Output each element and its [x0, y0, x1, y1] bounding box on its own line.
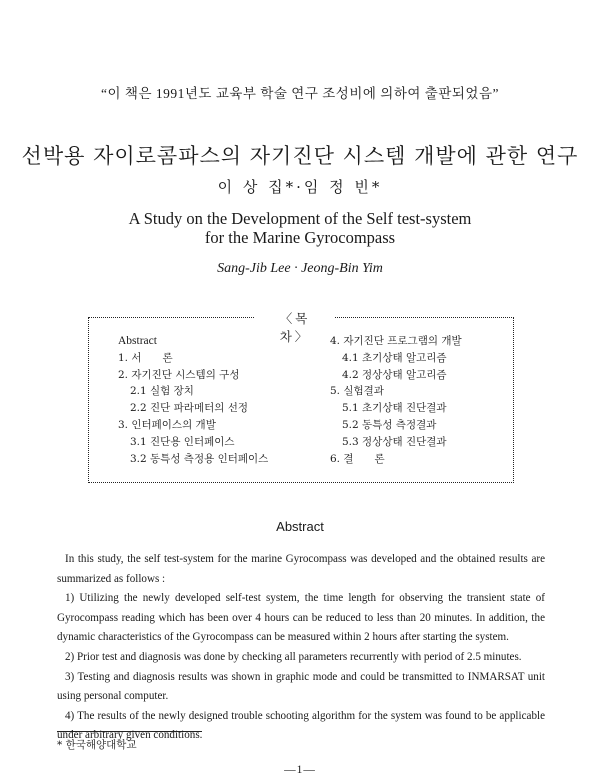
abstract-paragraph: In this study, the self test-system for the marine Gyrocompass was developed and the obtained results are summarized as follows :: [57, 553, 545, 585]
page-number: —1—: [284, 764, 316, 776]
toc-item: Abstract: [118, 335, 157, 347]
abstract-paragraph: 2) Prior test and diagnosis was done by checking all parameters recurrently with period of 2.5 minutes.: [65, 650, 522, 663]
toc-item: 5.2 동특성 측정결과: [342, 418, 437, 431]
english-title-line-2: for the Marine Gyrocompass: [204, 228, 396, 247]
english-title: [0, 209, 600, 247]
abstract-heading: Abstract: [276, 519, 324, 534]
toc-item: 3.1 진단용 인터페이스: [130, 435, 235, 448]
toc-item: 4.2 정상상태 알고리즘: [342, 368, 447, 381]
toc-item: 5. 실험결과: [330, 385, 384, 398]
toc-right-column: [330, 333, 462, 467]
abstract-paragraph: 3) Testing and diagnosis results was shown in graphic mode and could be transmitted to INMARSAT unit using personal computer.: [57, 670, 545, 703]
toc-item: 2.1 실험 장치: [130, 385, 194, 398]
english-authors: Sang-Jib Lee · Jeong-Bin Yim: [217, 261, 383, 276]
english-title-line-1: A Study on the Development of the Self test-system: [128, 209, 472, 228]
toc-heading: 〈목 차〉: [255, 309, 335, 345]
toc-item: 4.1 초기상태 알고리즘: [342, 351, 447, 364]
korean-authors: 이 상 집*·임 정 빈*: [217, 178, 383, 196]
toc-item: 2.2 진단 파라메터의 선정: [130, 402, 248, 415]
footnote: * 한국해양대학교: [57, 739, 137, 751]
toc-left-column: [118, 333, 268, 467]
abstract-paragraph: 4) The results of the newly designed trouble schooting algorithm for the system was found to be applicable under arbitrary given conditions.: [57, 709, 545, 742]
toc-item: 1. 서 론: [118, 351, 173, 364]
abstract-body: [57, 550, 545, 746]
toc-item: 5.3 정상상태 진단결과: [342, 435, 447, 448]
toc-item: 6. 결 론: [330, 452, 385, 465]
abstract-paragraph: 1) Utilizing the newly developed self-test system, the time length for observing the transient state of Gyrocompass reading which has been over 4 hours can be reduced to less than 20 minutes. In addition, the dynamic characteristics of the Gyrocompass can be measured within 2 hours after starting the system.: [57, 592, 545, 644]
toc-item: 3. 인터페이스의 개발: [118, 418, 216, 431]
toc-item: 3.2 동특성 측정용 인터페이스: [130, 452, 269, 465]
toc-item: 4. 자기진단 프로그램의 개발: [330, 335, 462, 347]
korean-title: 선박용 자이로콤파스의 자기진단 시스템 개발에 관한 연구: [21, 144, 579, 168]
footnote-rule: [57, 731, 202, 732]
funding-note: “이 책은 1991년도 교육부 학술 연구 조성비에 의하여 출판되었음”: [101, 86, 499, 101]
toc-item: 5.1 초기상태 진단결과: [342, 402, 447, 415]
toc-item: 2. 자기진단 시스템의 구성: [118, 368, 240, 381]
